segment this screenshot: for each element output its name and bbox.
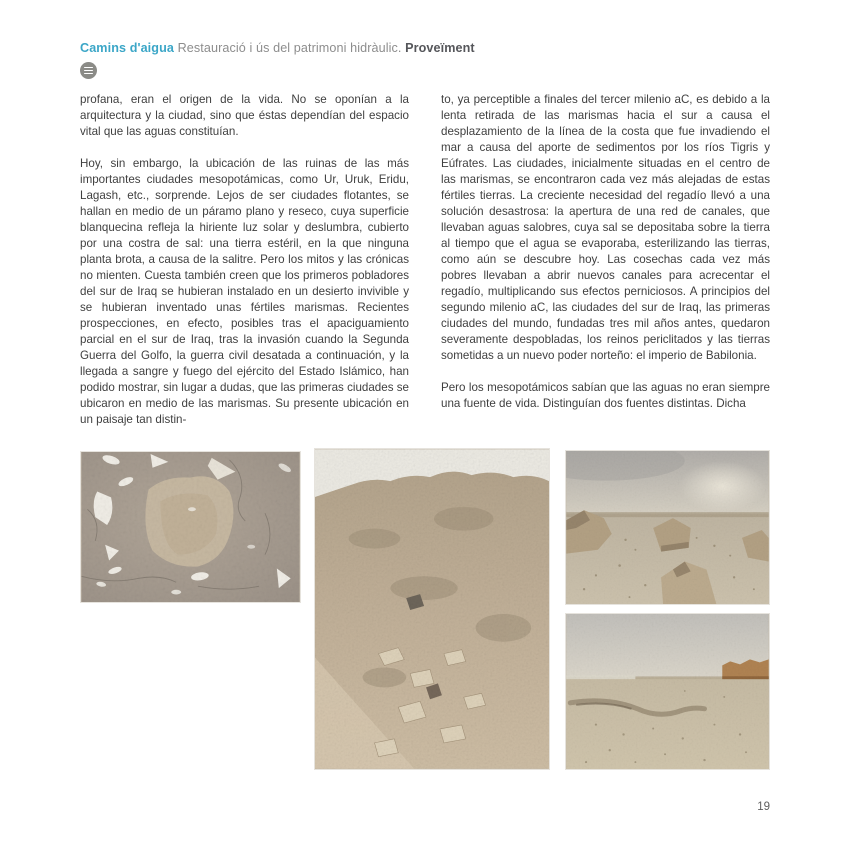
hamburger-menu-icon [80, 62, 97, 79]
photo-mound-of-rubble [314, 448, 550, 770]
article-body [80, 92, 770, 444]
right-column [441, 92, 770, 444]
photo-fossil-shells-image [81, 452, 300, 602]
paragraph: profana, eran el origen de la vida. No se oponían a la arquitectura y la ciudad, sino que éstas dependían del espacio vital que las aguas constituían. [80, 93, 409, 138]
photo-desert-with-ziggurat [565, 613, 770, 770]
header-subtitle [178, 41, 406, 55]
photo-desert-plain-with-rocks [565, 450, 770, 605]
left-column [80, 92, 409, 444]
header-section-label: Proveïment [405, 41, 475, 55]
paragraph: to, ya perceptible a finales del tercer milenio aC, es debido a la lenta retirada de las marismas hacia el sur a causa el desplazamiento de la línea de la costa que fue invadiendo el mar a causa del aporte de sedimentos por los ríos Tigris y Eúfrates. Las ciudades, inicialmente situadas en el centro de las marismas, se encontraron cada vez más alejadas de estas fértiles tierras. La creciente necesidad del regadío llevó a una solución desastrosa: la apertura de una red de canales, que llevaban aguas salobres, cuya sal se depositaba sobre la tierra al tiempo que el agua se evaporaba, esterilizando las tierras, como aún se descubre hoy. Las cosechas cada vez más pobres llevaban a abrir nuevos canales para acrecentar el regadío, multiplicando sus efectos perniciosos. A principios del segundo milenio aC, las ciudades del sur de Iraq, las primeras ciudades del mundo, fundadas tres mil años antes, quedaron severamente despobladas, los reinos periclitados y las tierras sometidas a un nuevo poder norteño: el imperio de Babilonia. [441, 93, 770, 362]
paragraph: Pero los mesopotámicos sabían que las aguas no eran siempre una fuente de vida. Distinguían dos fuentes distintas. Dicha [441, 381, 770, 410]
photo-fossil-shells-in-dried-mud [80, 451, 301, 603]
header-subtitle-text: Restauració i ús del patrimoni hidràulic. [177, 41, 402, 55]
page-header [80, 41, 770, 55]
photo-mound-image [315, 449, 549, 769]
paragraph: Hoy, sin embargo, la ubicación de las ruinas de las más importantes ciudades mesopotámicas, como Ur, Uruk, Eridu, Lagash, etc., sorprende. Lejos de ser ciudades flotantes, se hallan en medio de un páramo plano y reseco, cuya superficie blanquecina refleja la hiriente luz solar y deslumbra, cubierto por una costra de sal: una tierra estéril, en la que ninguna planta brota, a causa de la salitre. Pero los mitos y las crónicas no mienten. Cuesta también creen que los primeros pobladores del sur de Iraq se hubieran instalado en un desierto invivible y se hubieran inventado unas fértiles marismas. Recientes prospecciones, en efecto, posibles tras el apaciguamiento parcial en el sur de Iraq, tras la invasión cuando la Segunda Guerra del Golfo, la guerra civil desatada a continuación, y la llegada a sangre y fuego del ejército del Estado Islámico, han podido mostrar, sin lugar a dudas, que las primeras ciudades se ubicaron en medio de las marismas. Su presente ubicación en un paisaje tan distin- [80, 157, 409, 426]
brand-title: Camins d'aigua [80, 41, 174, 55]
photo-ziggurat-image [566, 614, 769, 769]
photo-desert-rocks-image [566, 451, 769, 604]
page-number: 19 [757, 801, 770, 813]
